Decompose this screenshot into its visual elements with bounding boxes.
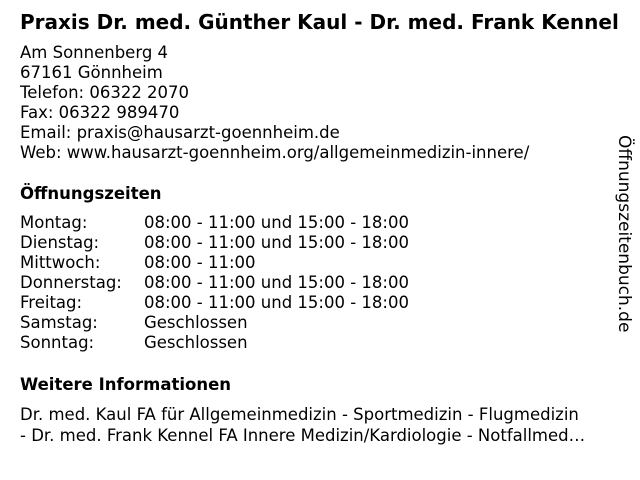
hours-day: Mittwoch: [20, 253, 101, 272]
hours-day: Freitag: [20, 293, 83, 312]
website: Web: www.hausarzt-goennheim.org/allgemeinmedizin-innere/ [20, 143, 530, 162]
hours-time: Geschlossen [144, 313, 248, 332]
street-address: Am Sonnenberg 4 [20, 43, 169, 62]
hours-row [20, 333, 409, 353]
practice-title: Praxis Dr. med. Günther Kaul - Dr. med. Frank Kennel [20, 10, 619, 34]
opening-hours-table [20, 213, 409, 353]
email-address: Email: praxis@hausarzt-goennheim.de [20, 123, 340, 142]
hours-day: Montag: [20, 213, 88, 232]
hours-day: Donnerstag: [20, 273, 122, 292]
info-line: - Dr. med. Frank Kennel FA Innere Medizin/Kardiologie - Notfallmed… [20, 426, 586, 445]
hours-day: Sonntag: [20, 333, 95, 352]
info-line: Dr. med. Kaul FA für Allgemeinmedizin - Sportmedizin - Flugmedizin [20, 405, 579, 424]
hours-time: 08:00 - 11:00 und 15:00 - 18:00 [144, 293, 409, 312]
hours-time: Geschlossen [144, 333, 248, 352]
info-text [20, 404, 625, 446]
fax-number: Fax: 06322 989470 [20, 103, 180, 122]
hours-row [20, 313, 409, 333]
hours-day: Dienstag: [20, 233, 100, 252]
contact-block [20, 43, 529, 163]
city: 67161 Gönnheim [20, 63, 163, 82]
hours-row [20, 253, 409, 273]
hours-time: 08:00 - 11:00 und 15:00 - 18:00 [144, 233, 409, 252]
hours-row [20, 273, 409, 293]
hours-day: Samstag: [20, 313, 98, 332]
info-heading: Weitere Informationen [20, 375, 232, 394]
hours-time: 08:00 - 11:00 [144, 253, 256, 272]
hours-time: 08:00 - 11:00 und 15:00 - 18:00 [144, 213, 409, 232]
hours-heading: Öffnungszeiten [20, 184, 162, 203]
hours-row [20, 233, 409, 253]
hours-row [20, 213, 409, 233]
hours-row [20, 293, 409, 313]
phone-number: Telefon: 06322 2070 [20, 83, 190, 102]
hours-time: 08:00 - 11:00 und 15:00 - 18:00 [144, 273, 409, 292]
watermark-text: Öffnungszeitenbuch.de [614, 135, 634, 333]
